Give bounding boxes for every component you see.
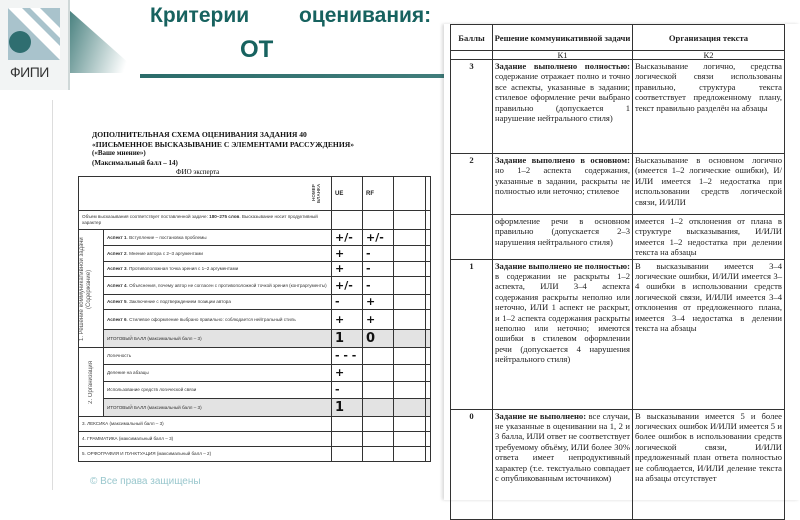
aspect-cell [104,310,332,330]
page-edge [52,100,53,490]
slide-subtitle: ОТ [240,36,274,63]
group-organization-label [79,348,104,417]
cell [394,365,426,382]
table-header-row [79,177,431,211]
points-value: 1 [451,259,493,409]
aspect-label: Аспект 5 [107,299,127,304]
ue-header-text: UE [335,190,344,197]
cell [394,246,426,262]
k2-description: В высказывании имеется 5 и более логических ошибок И/ИЛИ имеется 5 и более ошибок в использовании средств логической связи, И/ИЛИ предложенный план ответа полностью не соблюдается, И/ИЛИ деление текста на абзацы отсутствует [633,409,785,519]
ue-cell [332,417,363,432]
extra-header-2 [426,177,431,211]
organization-row [79,382,431,399]
total-label [104,399,332,417]
rf-mark [363,365,394,382]
ue-total [332,399,363,417]
aspect-row [79,262,431,277]
rf-mark-text: - [366,262,371,275]
rf-mark-text: +/- [366,230,384,244]
volume-cell [79,211,332,230]
k2-description: имеется 1–2 отклонения от плана в структуре высказывания, И/ИЛИ имеется 1–2 недостатка при делении текста на абзацы [633,215,785,260]
total-row [79,330,431,348]
criterion-cell [104,382,332,399]
volume-text: Объем высказывания соответствует поставленной задаче: [82,214,210,219]
rf-mark-text: - [366,246,371,260]
criterion-text: 3. ЛЕКСИКА (максимальный балл – 3) [82,421,164,426]
criterion-row [79,417,431,432]
cell [394,295,426,310]
cell [426,230,431,246]
ue-mark-text: + [335,312,345,326]
cell [426,447,431,462]
rf-cell [363,432,394,447]
aspect-label: Аспект 6 [107,316,127,322]
cell [426,295,431,310]
aspect-label: Аспект 3 [107,266,127,271]
aspect-label: Аспект 2 [107,250,127,256]
additional-scoring-scheme [78,130,438,462]
ue-total-text: 1 [335,330,345,346]
points-value: 2 [451,154,493,215]
empty-cell [451,51,493,60]
aspect-text: . Вступление – постановка проблемы [126,234,207,240]
rf-cell [363,417,394,432]
cell [394,447,426,462]
ue-mark-text: - [335,383,340,396]
ue-cell [332,432,363,447]
cell [426,399,431,417]
ue-mark-text: - [335,295,340,308]
cell [394,399,426,417]
cell [394,348,426,365]
points-header: Баллы [451,25,493,51]
ue-cell [332,211,363,230]
rf-total [363,330,394,348]
criterion-text: 4. ГРАММАТИКА (максимальный балл – 3) [82,436,174,441]
k2-code: К2 [633,51,785,60]
rf-mark [363,230,394,246]
criterion-label [79,432,332,447]
ue-mark [332,365,363,382]
aspect-cell [104,295,332,310]
aspect-cell [104,262,332,277]
ue-mark-text: +/- [335,230,353,244]
extra-header [394,177,426,211]
criteria-row [451,154,785,215]
volume-text-2: . Высказывание носит продуктивный характер [82,214,318,225]
points-value [451,215,493,260]
aspect-label: Аспект 4 [107,282,127,288]
k1-title: Решение коммуникативной задачи [493,25,633,51]
aspect-cell [104,246,332,262]
aspect-text: . Противоположная точка зрения с 1–2 аргументами [126,266,239,271]
aspect-text: . Стилевое оформление выбрано правильно: соблюдается нейтральный стиль [126,316,296,322]
rf-header [363,177,394,211]
cell [394,262,426,277]
criteria-table [450,24,785,520]
group-organization-text: 2. Организация [87,360,94,404]
criteria-code-row [451,51,785,60]
ue-mark [332,348,363,365]
points-value: 3 [451,60,493,154]
rf-cell [363,447,394,462]
points-value: 0 [451,409,493,519]
total-label-text: ИТОГОВЫЙ БАЛЛ (максимальный балл – 3) [107,404,202,410]
ue-mark [332,310,363,330]
ue-total [332,330,363,348]
criteria-row [451,215,785,260]
k2-description: Высказывание в основном логично (имеется 1–2 логические ошибки), И/ИЛИ имеется 1–2 недостатка при использовании средств логической связи, И/ИЛИ [633,154,785,215]
rf-mark-text: + [366,312,376,326]
cell [426,246,431,262]
criterion-row [79,447,431,462]
rf-total-text: 0 [366,330,376,346]
k2-description: В высказывании имеется 3–4 логические ошибки, И/ИЛИ имеется 3–4 ошибки в использовании средств логической связи, И/ИЛИ имеется 3–4 отклонения от предложенного плана, имеется 3–4 недостатка в делении текста на абзацы [633,259,785,409]
k1-verdict: Задание не выполнено: [495,410,587,421]
cell [426,262,431,277]
group-content-text: 1. Решение коммуникативной задачи (Содержание) [79,236,92,341]
criterion-label [79,417,332,432]
ue-mark-text: + [335,262,345,275]
aspect-cell [104,277,332,295]
criteria-header-row [451,25,785,51]
copyright-watermark: © Все права защищены [90,476,201,487]
k1-text: содержание отражает полно и точно все аспекты, указанные в задании; стилевое оформление речи выбрано правильно (допускается 1 нарушение нейтрального стиля) [495,71,630,124]
criteria-row [451,409,785,519]
rf-mark [363,295,394,310]
rf-mark [363,348,394,365]
group-content-label [79,230,104,348]
scheme-heading-3: («Ваше мнение») [92,149,146,157]
rf-mark [363,246,394,262]
total-row [79,399,431,417]
aspect-row [79,230,431,246]
cell [426,382,431,399]
cell [394,277,426,295]
k1-verdict: Задание выполнено не полностью: [495,260,630,271]
k1-description [493,154,633,215]
scheme-heading-2: «ПИСЬМЕННОЕ ВЫСКАЗЫВАНИЕ С ЭЛЕМЕНТАМИ РАССУЖДЕНИЯ» [92,139,355,149]
criterion-label [79,447,332,462]
scheme-heading-4: (Максимальный балл – 14) [92,158,178,167]
aspect-row [79,277,431,295]
form-number-label: НОМЕР БЛАНКА [311,182,321,203]
k1-text: оформление речи в основном правильно (допускается 2–3 нарушения нейтрального стиля) [495,216,630,247]
k1-text: все случаи, не указанные в оценивании на 1, 2 и 3 балла, ИЛИ ответ не соответствует требуемому объёму, ИЛИ более 30% ответа имеет непродуктивный характер (т.е. текстуально совпадает с опубликованным источником) [495,410,630,484]
rf-mark [363,277,394,295]
volume-row [79,211,431,230]
k1-text: в содержании не раскрыты 1–2 аспекта, ИЛИ 3–4 аспекта содержания раскрыты неполно или неточно, ИЛИ 1 аспект не раскрыт, и 1–2 аспекта содержания раскрыты неполно или неточно; имеются ошибки в стилевом оформлении речи (допускается 4 нарушения нейтрального стиля) [495,271,630,365]
criterion-cell [104,365,332,382]
k1-description [493,215,633,260]
ue-mark-text: + [335,246,345,260]
aspect-row [79,295,431,310]
ue-total-text: 1 [335,399,345,415]
aspect-cell [104,230,332,246]
criterion-text: 5. ОРФОГРАФИЯ И ПУНКТУАЦИЯ (максимальный балл – 2) [82,451,212,456]
criteria-row [451,60,785,154]
cell [394,230,426,246]
form-number-cell [79,177,332,211]
cell [426,432,431,447]
rf-total [363,399,394,417]
criteria-document [444,24,800,500]
cell [394,330,426,348]
ue-mark [332,246,363,262]
expert-name-label: ФИО эксперта [176,168,220,176]
criterion-row [79,432,431,447]
ue-mark [332,262,363,277]
cell [426,417,431,432]
aspect-text: . Заключение с подтверждением позиции автора [126,299,231,304]
cell [394,382,426,399]
k2-title: Организация текста [633,25,785,51]
cell [426,277,431,295]
organization-row [79,348,431,365]
cell [426,211,431,230]
logo-text: ФИПИ [10,64,49,80]
ue-mark [332,295,363,310]
aspect-row [79,310,431,330]
rf-mark [363,262,394,277]
k1-description [493,60,633,154]
cell [426,348,431,365]
k2-description: Высказывание логично, средства логической связи использованы правильно, структура текста соответствует предложенному плану, текст правильно разделён на абзацы [633,60,785,154]
cell [426,365,431,382]
rf-header-text: RF [366,190,374,197]
criterion-cell-text: Деление на абзацы [107,370,149,375]
criterion-cell [104,348,332,365]
ue-mark [332,230,363,246]
criterion-cell-text: Использование средств логической связи [107,387,197,392]
cell [394,432,426,447]
ue-mark-text: - - - [335,349,357,362]
ue-mark-text: +/- [335,278,353,292]
volume-words: 180–275 слов [209,214,240,219]
k1-text: но 1–2 аспекта содержания, указанные в задании, раскрыты не полностью или неточно; стилевое [495,165,630,197]
aspect-text: . Объяснения, почему автор не согласен с противоположной точкой зрения (контраргументы) [126,282,327,288]
aspect-row [79,246,431,262]
total-label-text: ИТОГОВЫЙ БАЛЛ (максимальный балл – 3) [107,335,202,341]
rf-cell [363,211,394,230]
cell [426,310,431,330]
ue-cell [332,447,363,462]
cell [426,330,431,348]
cell [394,310,426,330]
scoring-table [78,176,431,462]
slide-title: Критерии оценивания: [150,4,432,27]
k1-description [493,259,633,409]
rf-mark-text: - [366,278,371,292]
ue-mark-text: + [335,366,345,379]
rf-mark [363,382,394,399]
cell [394,417,426,432]
k1-code: К1 [493,51,633,60]
k1-verdict: Задание выполнено в основном: [495,155,630,165]
criterion-cell-text: Логичность [107,353,132,358]
rf-mark [363,310,394,330]
aspect-text: . Мнение автора с 2–3 аргументами [126,250,203,256]
ue-header [332,177,363,211]
k1-description [493,409,633,519]
ue-mark [332,382,363,399]
scheme-heading-1: ДОПОЛНИТЕЛЬНАЯ СХЕМА ОЦЕНИВАНИЯ ЗАДАНИЯ 40 [92,130,307,139]
aspect-label: Аспект 1 [107,234,127,240]
ue-mark [332,277,363,295]
organization-row [79,365,431,382]
cell [394,211,426,230]
rf-mark-text: + [366,295,376,308]
total-label [104,330,332,348]
k1-verdict: Задание выполнено полностью: [495,61,630,71]
criteria-row [451,259,785,409]
